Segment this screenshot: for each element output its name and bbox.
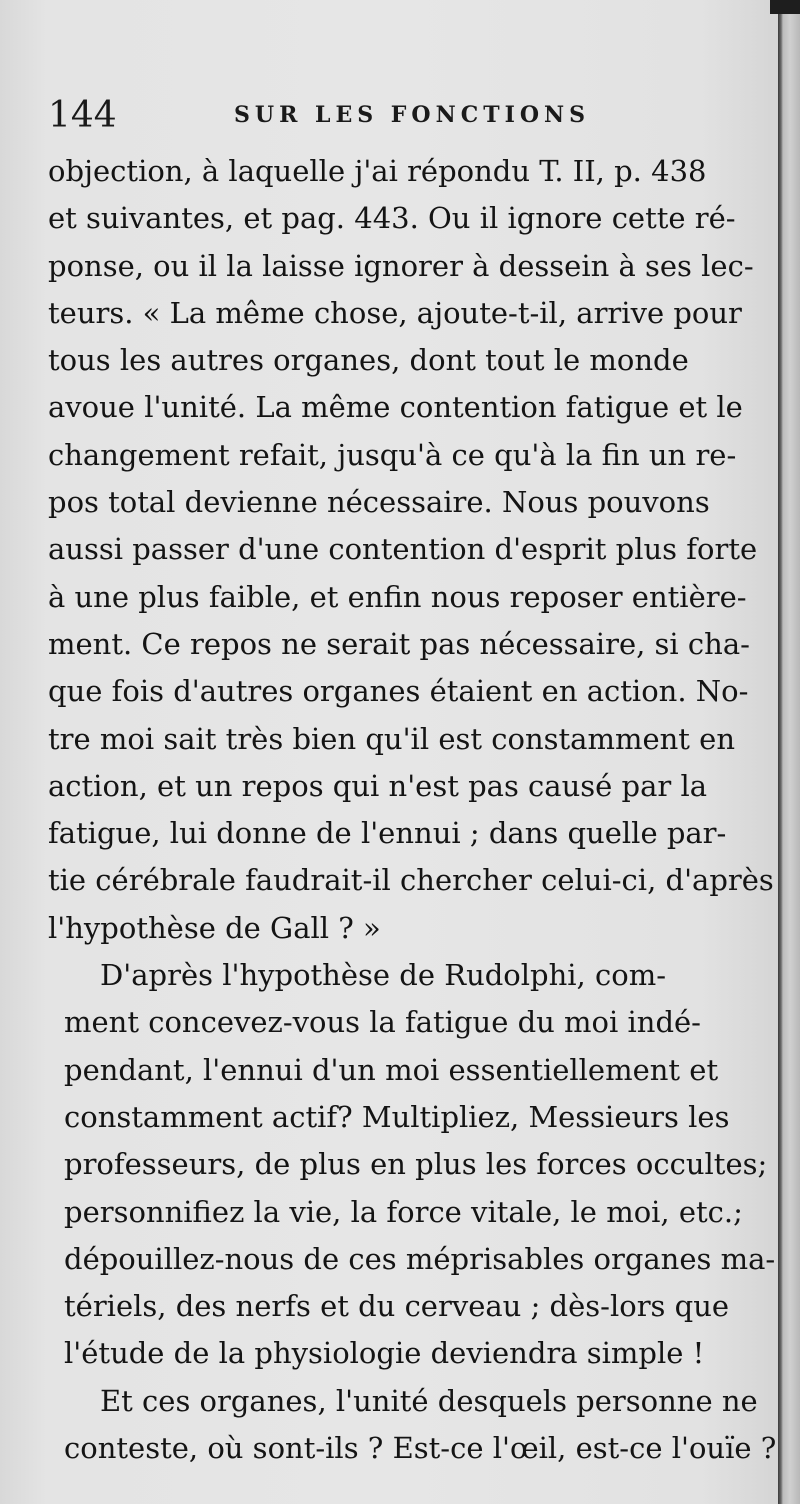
text-line: tre moi sait très bien qu'il est constamment en bbox=[48, 721, 735, 756]
text-line: tie cérébrale faudrait-il chercher celui-ci, d'après bbox=[48, 863, 774, 898]
text-line: tériels, des nerfs et du cerveau ; dès-lors que bbox=[64, 1289, 730, 1324]
paragraph-start-line: D'après l'hypothèse de Rudolphi, com- bbox=[100, 958, 666, 993]
text-line: ponse, ou il la laisse ignorer à dessein à ses lec- bbox=[48, 248, 754, 283]
text-line: fatigue, lui donne de l'ennui ; dans quelle par- bbox=[48, 816, 727, 851]
text-line: objection, à laquelle j'ai répondu T. II, p. 438 bbox=[48, 154, 707, 188]
page-number: 144 bbox=[48, 95, 117, 136]
paragraph-start-line: Et ces organes, l'unité desquels personne ne bbox=[100, 1383, 758, 1418]
text-line: que fois d'autres organes étaient en action. No- bbox=[48, 674, 749, 709]
text-line: ment. Ce repos ne serait pas nécessaire, si cha- bbox=[48, 626, 750, 661]
text-line: changement refait, jusqu'à ce qu'à la fin un re- bbox=[48, 437, 737, 472]
text-line: dépouillez-nous de ces méprisables organes ma- bbox=[64, 1241, 776, 1276]
text-line: et suivantes, et pag. 443. Ou il ignore cette ré- bbox=[48, 201, 736, 236]
page-corner-shadow bbox=[770, 0, 800, 14]
text-line: teurs. « La même chose, ajoute-t-il, arrive pour bbox=[48, 295, 742, 330]
text-line: tous les autres organes, dont tout le monde bbox=[48, 343, 689, 378]
text-line: pendant, l'ennui d'un moi essentiellement et bbox=[64, 1052, 719, 1087]
page-edge-shadow bbox=[778, 0, 800, 1504]
text-line: professeurs, de plus en plus les forces occultes; bbox=[64, 1147, 768, 1182]
page-header bbox=[48, 96, 748, 140]
text-line: l'étude de la physiologie deviendra simple ! bbox=[64, 1336, 705, 1371]
body-text bbox=[48, 148, 778, 1472]
text-line: ment concevez-vous la fatigue du moi indé- bbox=[64, 1005, 701, 1040]
text-line: personnifiez la vie, la force vitale, le moi, etc.; bbox=[64, 1194, 743, 1229]
text-line: l'hypothèse de Gall ? » bbox=[48, 910, 381, 945]
text-line: conteste, où sont-ils ? Est-ce l'œil, est-ce l'ouïe ? bbox=[64, 1431, 777, 1466]
text-line: à une plus faible, et enfin nous reposer entière- bbox=[48, 579, 747, 614]
text-line: aussi passer d'une contention d'esprit plus forte bbox=[48, 532, 758, 567]
running-title: SUR LES FONCTIONS bbox=[234, 102, 591, 128]
text-line: avoue l'unité. La même contention fatigue et le bbox=[48, 390, 743, 425]
text-line: action, et un repos qui n'est pas causé par la bbox=[48, 768, 708, 803]
text-line: pos total devienne nécessaire. Nous pouvons bbox=[48, 485, 710, 520]
text-line: constamment actif? Multipliez, Messieurs les bbox=[64, 1099, 730, 1134]
